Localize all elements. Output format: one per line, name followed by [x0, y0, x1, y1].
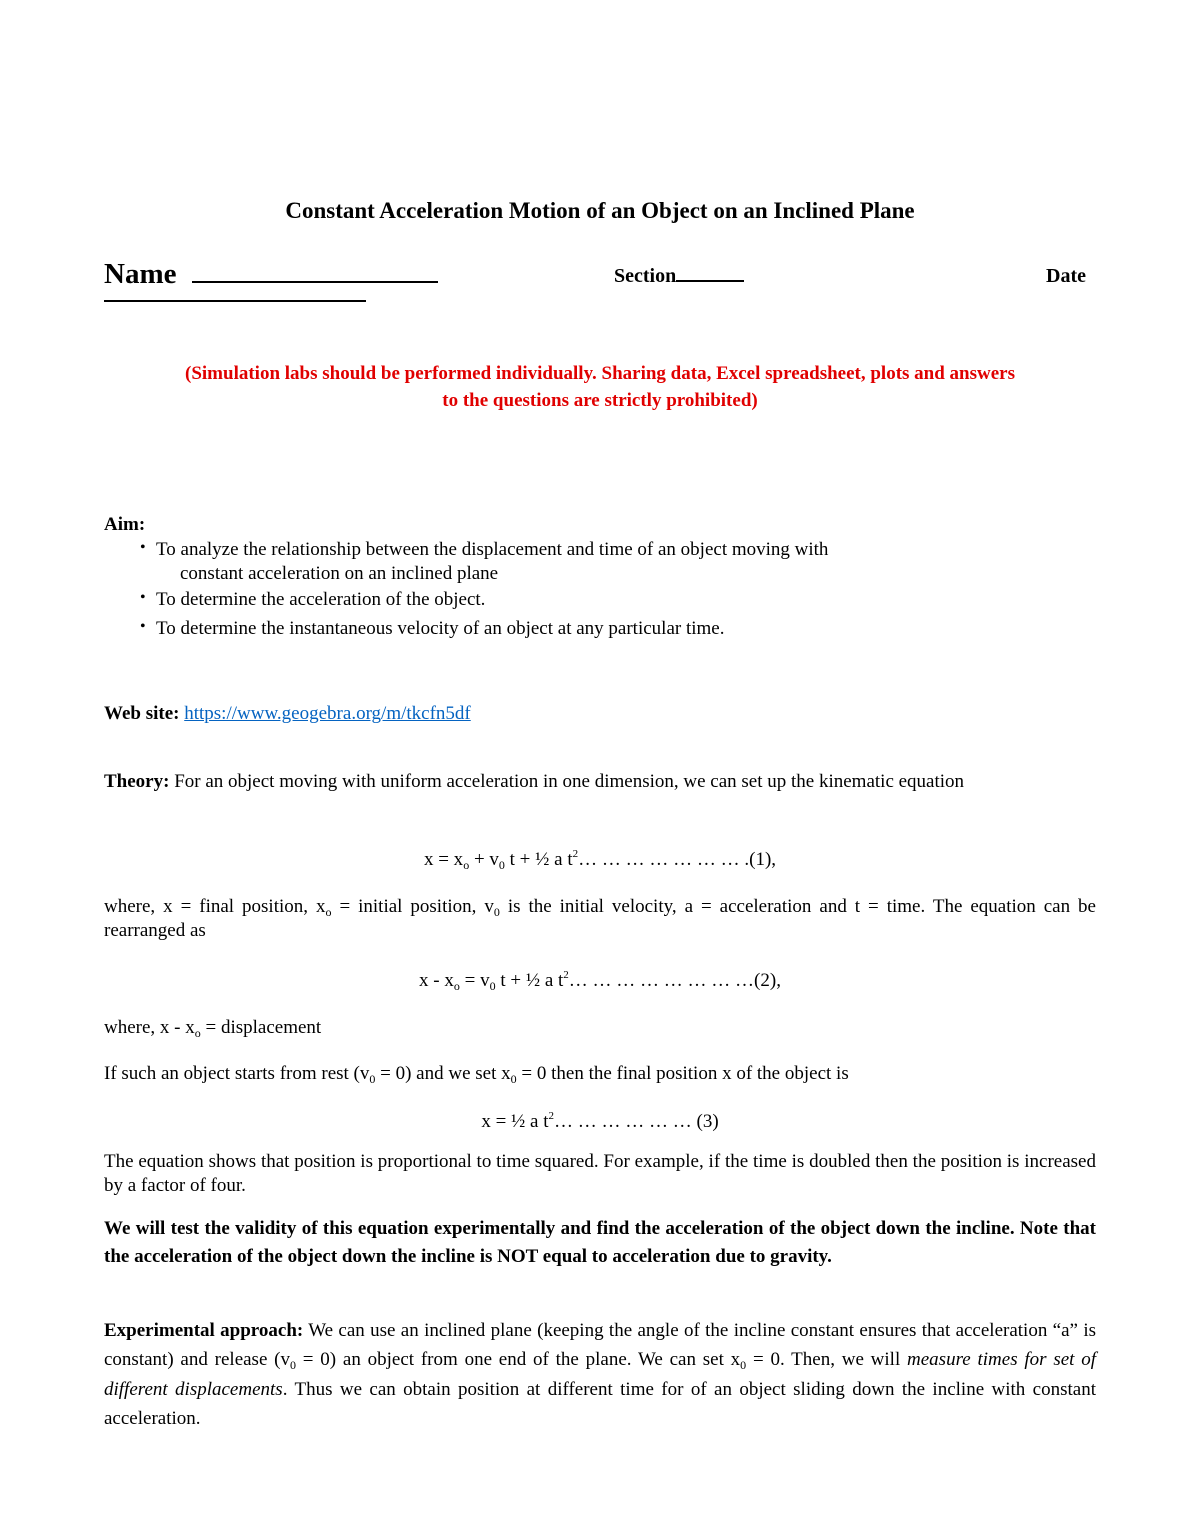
equation-1: $x = x_o + v_0$ t + ½ a $t^2\dots$ … … … … … … .(1),	[423, 848, 777, 872]
warning-line-2: to the questions are strictly prohibited)	[442, 389, 758, 411]
list-item	[140, 588, 1100, 612]
section-field[interactable]	[614, 264, 744, 289]
aim-item-1: • To analyze the relationship between the displacement and time of an object moving with	[156, 539, 829, 560]
exp-c: = 0. Then, we will	[746, 1349, 908, 1371]
where-1: where, x = final position, $x_o$ = initial position, $v_0$ is the initial velocity, a = acceleration and t = time. The equation can be rearranged as	[104, 896, 1096, 941]
rest-c: = 0 then the final position x of the object is	[516, 1063, 849, 1084]
website-label: Web site:	[104, 703, 180, 724]
experimental-label: Experimental approach:	[104, 1320, 304, 1341]
exp-a: We can use an inclined plane (keeping the angle of the incline constant ensures that acceleration “a” is constant) and release (v	[104, 1320, 1096, 1371]
exp-italic: measure times for set of different displacements	[104, 1349, 1097, 1400]
rest-a: If such an object starts from rest (v	[104, 1063, 370, 1084]
section-blank-line	[676, 280, 744, 282]
section-label: Section	[614, 265, 677, 287]
where-1-b: = initial position, v	[331, 896, 494, 917]
bold-statement: We will test the validity of this equation experimentally and find the acceleration of the object down the incline. Note that the acceleration of the object down the incline is NOT equal to acceleration due to gravity.	[104, 1218, 1096, 1267]
theory-intro	[104, 770, 1096, 794]
equation-2: $x - x_o = v_0$ t + ½ a $t^2\dots$ … … … … … … …(2),	[419, 969, 781, 993]
experimental-approach: Experimental approach: We can use an inclined plane (keeping the angle of the incline constant ensures that acceleration “a” is constant) and release $(v_0 = 0)$ an object from one end of the plane. We can set $x_0 = 0$. Then, we will measure times for set of different displacements. Thus we can obtain position at different time for of an object sliding down the incline with constant acceleration.	[104, 1320, 1097, 1430]
aim-item-2: To determine the acceleration of the object.	[156, 588, 486, 610]
where-1-c: is the initial velocity, a = acceleration and t = time. The equation can be rearranged as	[104, 896, 1096, 941]
date-label: Date	[1046, 265, 1086, 287]
where-2: where, x - $x_o$ = displacement	[104, 1017, 322, 1040]
rest-condition: If such an object starts from rest $(v_0 = 0)$ and we set $x_0 = 0$ then the final position x of the object is	[104, 1063, 849, 1086]
equation-3-number: (3)	[696, 1111, 719, 1132]
equation-3: x = ½ a $t^2\dots$ … … … … … (3)	[481, 1110, 719, 1132]
name-field[interactable]	[104, 256, 438, 292]
exp-b: = 0) an object from one end of the plane. We can set x	[296, 1349, 741, 1371]
document-title: Constant Acceleration Motion of an Object on an Inclined Plane	[285, 198, 915, 223]
theory-label: Theory:	[104, 771, 170, 792]
rest-b: = 0) and we set x	[375, 1063, 511, 1084]
equation-1-number: (1),	[749, 849, 777, 870]
explanation: The equation shows that position is proportional to time squared. For example, if the time is doubled then the position is increased by a factor of four.	[104, 1151, 1096, 1196]
where-2-a: where, x - x	[104, 1017, 195, 1038]
exp-d: . Thus we can obtain position at different time for of an object sliding down the incline with constant acceleration.	[104, 1378, 1096, 1430]
list-item	[140, 617, 1100, 641]
list-item	[140, 538, 1100, 586]
where-1-a: where, x = final position, x	[104, 896, 326, 917]
date-blank-line	[104, 300, 366, 302]
aim-item-3: To determine the instantaneous velocity of an object at any particular time.	[156, 618, 725, 640]
name-blank-line	[192, 281, 438, 283]
theory-intro-text: For an object moving with uniform acceleration in one dimension, we can set up the kinematic equation	[174, 771, 965, 792]
website-link[interactable]: https://www.geogebra.org/m/tkcfn5df	[184, 703, 471, 724]
name-label: Name	[104, 258, 177, 290]
equation-2-number: (2),	[754, 970, 781, 991]
aim-item-1-cont: constant acceleration on an inclined plane	[180, 562, 499, 584]
aim-label: Aim:	[104, 514, 146, 535]
where-2-b: = displacement	[200, 1017, 322, 1038]
aim-list	[140, 538, 1100, 647]
warning-line-1: (Simulation labs should be performed individually. Sharing data, Excel spreadsheet, plots and answers	[185, 363, 1015, 384]
website-line	[104, 702, 471, 726]
warning-notice	[100, 361, 1100, 414]
